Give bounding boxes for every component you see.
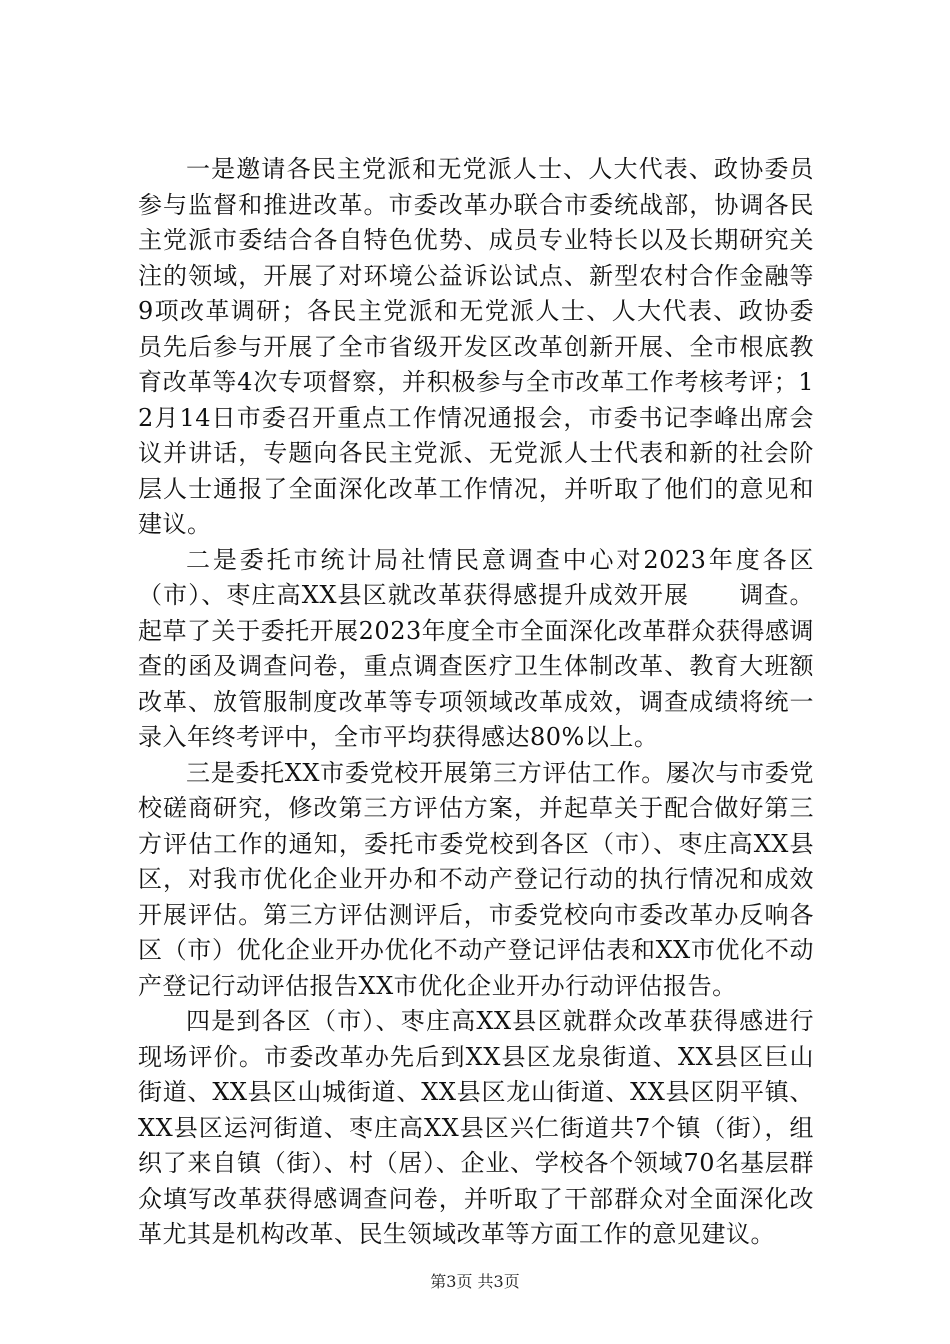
paragraph-4: 四是到各区（市）、枣庄高XX县区就群众改革获得感进行现场评价。市委改革办先后到XX县区龙泉街道、XX县区巨山街道、XX县区山城街道、XX县区龙山街道、XX县区阴平镇、XX县区运河街道、枣庄高XX县区兴仁街道共7个镇（街），组织了来自镇（街）、村（居）、企业、学校各个领域70名基层群众填写改革获得感调查问卷，并听取了干部群众对全面深化改革尤其是机构改革、民生领域改革等方面工作的意见建议。 [138,1007,814,1248]
paragraph-2: 二是委托市统计局社情民意调查中心对2023年度各区（市）、枣庄高XX县区就改革获得感提升成效开展 调查。起草了关于委托开展2023年度全市全面深化改革群众获得感调查的函及调查问卷，重点调查医疗卫生体制改革、教育大班额改革、放管服制度改革等专项领域改革成效，调查成绩将统一录入年终考评中，全市平均获得感达80%以上。 [138,545,814,751]
paragraph-3: 三是委托XX市委党校开展第三方评估工作。屡次与市委党校磋商研究，修改第三方评估方案，并起草关于配合做好第三方评估工作的通知，委托市委党校到各区（市）、枣庄高XX县区，对我市优化企业开办和不动产登记行动的执行情况和成效开展评估。第三方评估测评后，市委党校向市委改革办反响各区（市）优化企业开办优化不动产登记评估表和XX市优化不动产登记行动评估报告XX市优化企业开办行动评估报告。 [138,758,814,1000]
document-body [138,152,814,1253]
paragraph-1: 一是邀请各民主党派和无党派人士、人大代表、政协委员参与监督和推进改革。市委改革办联合市委统战部，协调各民主党派市委结合各自特色优势、成员专业特长以及长期研究关注的领域，开展了对环境公益诉讼试点、新型农村合作金融等9项改革调研；各民主党派和无党派人士、人大代表、政协委员先后参与开展了全市省级开发区改革创新开展、全市根底教育改革等4次专项督察，并积极参与全市改革工作考核考评；12月14日市委召开重点工作情况通报会，市委书记李峰出席会议并讲话，专题向各民主党派、无党派人士代表和新的社会阶层人士通报了全面深化改革工作情况，并听取了他们的意见和建议。 [138,155,814,538]
page-footer: 第3页 共3页 [430,1272,520,1291]
